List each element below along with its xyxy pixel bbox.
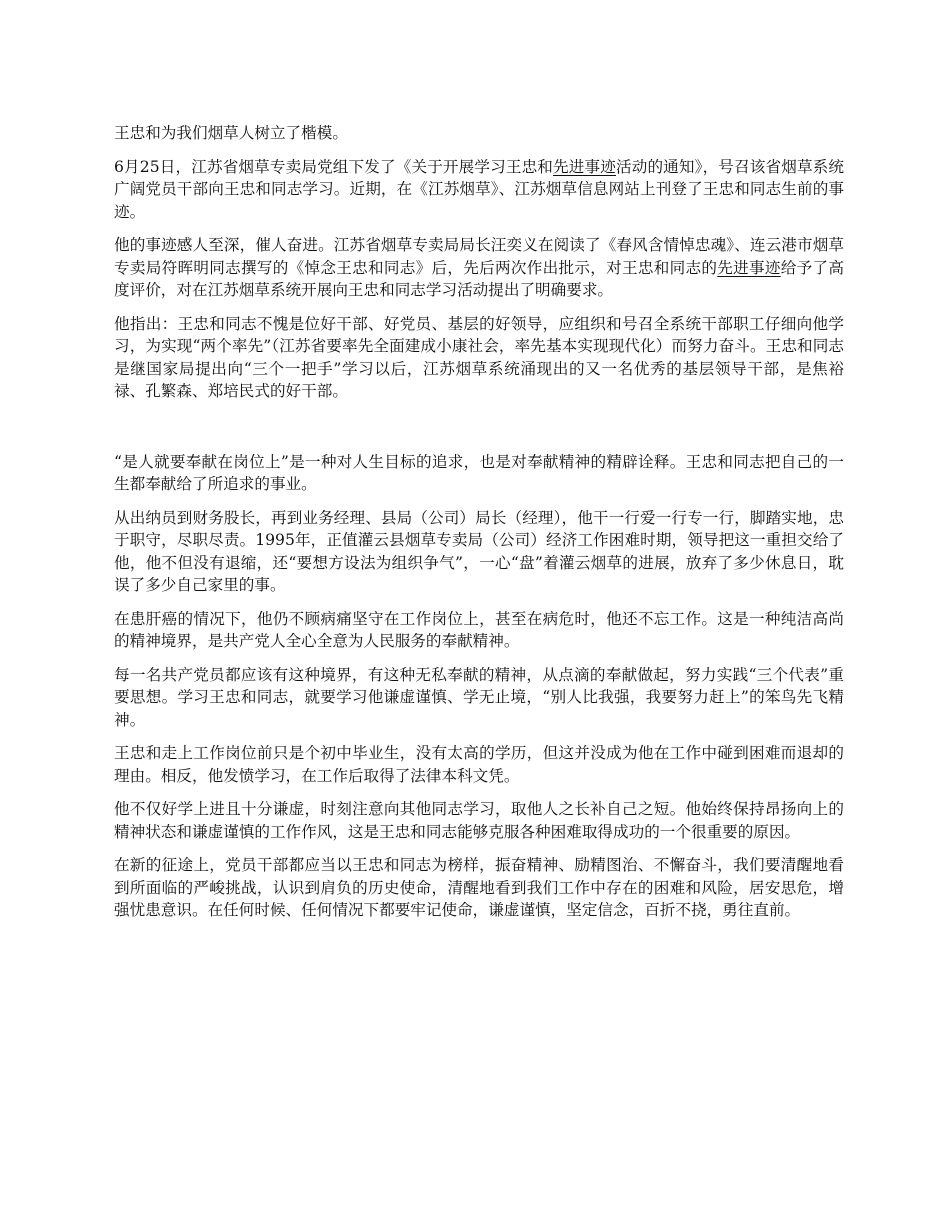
paragraph [114, 313, 844, 403]
paragraph [114, 234, 844, 302]
paragraph [114, 854, 844, 922]
document-page [114, 122, 844, 933]
paragraph-text: 每一名共产党员都应该有这种境界，有这种无私奉献的精神，从点滴的奉献做起，努力实践“三个代表”重要思想。学习王忠和同志，就要学习他谦虚谨慎、学无止境，“别人比我强，我要努力赶上”的笨鸟先飞精神。 [114, 665, 844, 729]
paragraph-text: 他的事迹感人至深，催人奋进。江苏省烟草专卖局局长汪奕义在阅读了《春风含情悼忠魂》、连云港市烟草专卖局符晖明同志撰写的《悼念王忠和同志》后，先后两次作出批示，对王忠和同志的 [114, 236, 844, 277]
paragraph-text: 在患肝癌的情况下，他仍不顾病痛坚守在工作岗位上，甚至在病危时，他还不忘工作。这是一种纯洁高尚的精神境界，是共产党人全心全意为人民服务的奉献精神。 [114, 609, 844, 650]
underlined-link-text: 先进事迹 [553, 157, 616, 176]
paragraph-text: 活动的通知》，号召该省烟草系统广阔党员干部向王忠和同志学习。近期，在《江苏烟草》、江苏烟草信息网站上刊登了王忠和同志生前的事迹。 [114, 157, 845, 221]
paragraph-text: 从出纳员到财务股长，再到业务经理、县局（公司）局长（经理），他干一行爱一行专一行，脚踏实地，忠于职守，尽职尽责。1995年，正值灌云县烟草专卖局（公司）经济工作困难时期，领导把这一重担交给了他，他不但没有退缩，还“要想方设法为组织争气”，一心“盘”着灌云烟草的进展，放弃了多少休息日，耽误了多少自己家里的事。 [114, 508, 844, 594]
paragraph-text: 6月25日，江苏省烟草专卖局党组下发了《关于开展学习王忠和 [114, 157, 554, 176]
paragraph [114, 742, 844, 787]
paragraph-text: 王忠和走上工作岗位前只是个初中毕业生，没有太高的学历，但这并没成为他在工作中碰到困难而退却的理由。相反，他发愤学习，在工作后取得了法律本科文凭。 [114, 744, 844, 785]
paragraph [114, 507, 844, 597]
document-section-2 [114, 451, 844, 922]
paragraph [114, 608, 844, 653]
paragraph [114, 451, 844, 496]
paragraph-text: 给予了高度评价，对在江苏烟草系统开展向王忠和同志学习活动提出了明确要求。 [114, 258, 844, 299]
paragraph [114, 156, 844, 224]
paragraph-text: 在新的征途上，党员干部都应当以王忠和同志为榜样，振奋精神、励精图治、不懈奋斗，我们要清醒地看到所面临的严峻挑战，认识到肩负的历史使命，清醒地看到我们工作中存在的困难和风险，居安思危，增强忧患意识。在任何时候、任何情况下都要牢记使命，谦虚谨慎，坚定信念，百折不挠，勇往直前。 [114, 856, 844, 919]
paragraph-text: 他不仅好学上进且十分谦虚，时刻注意向其他同志学习，取他人之长补自己之短。他始终保持昂扬向上的精神状态和谦虚谨慎的工作作风，这是王忠和同志能够克服各种困难取得成功的一个很重要的原因。 [114, 800, 844, 841]
underlined-link-text: 先进事迹 [717, 258, 781, 277]
document-section-1 [114, 122, 844, 403]
paragraph [114, 664, 844, 732]
paragraph [114, 798, 844, 843]
paragraph-text: 他指出：王忠和同志不愧是位好干部、好党员、基层的好领导，应组织和号召全系统干部职工仔细向他学习，为实现“两个率先”（江苏省要率先全面建成小康社会，率先基本实现现代化）而努力奋斗。王忠和同志是继国家局提出向“三个一把手”学习以后，江苏烟草系统涌现出的又一名优秀的基层领导干部，是焦裕禄、孔繁森、郑培民式的好干部。 [114, 314, 844, 400]
section-spacer [114, 414, 844, 451]
paragraph-text: “是人就要奉献在岗位上”是一种对人生目标的追求，也是对奉献精神的精辟诠释。王忠和同志把自己的一生都奉献给了所追求的事业。 [114, 452, 844, 493]
paragraph [114, 122, 844, 145]
paragraph-text: 王忠和为我们烟草人树立了楷模。 [114, 124, 348, 142]
